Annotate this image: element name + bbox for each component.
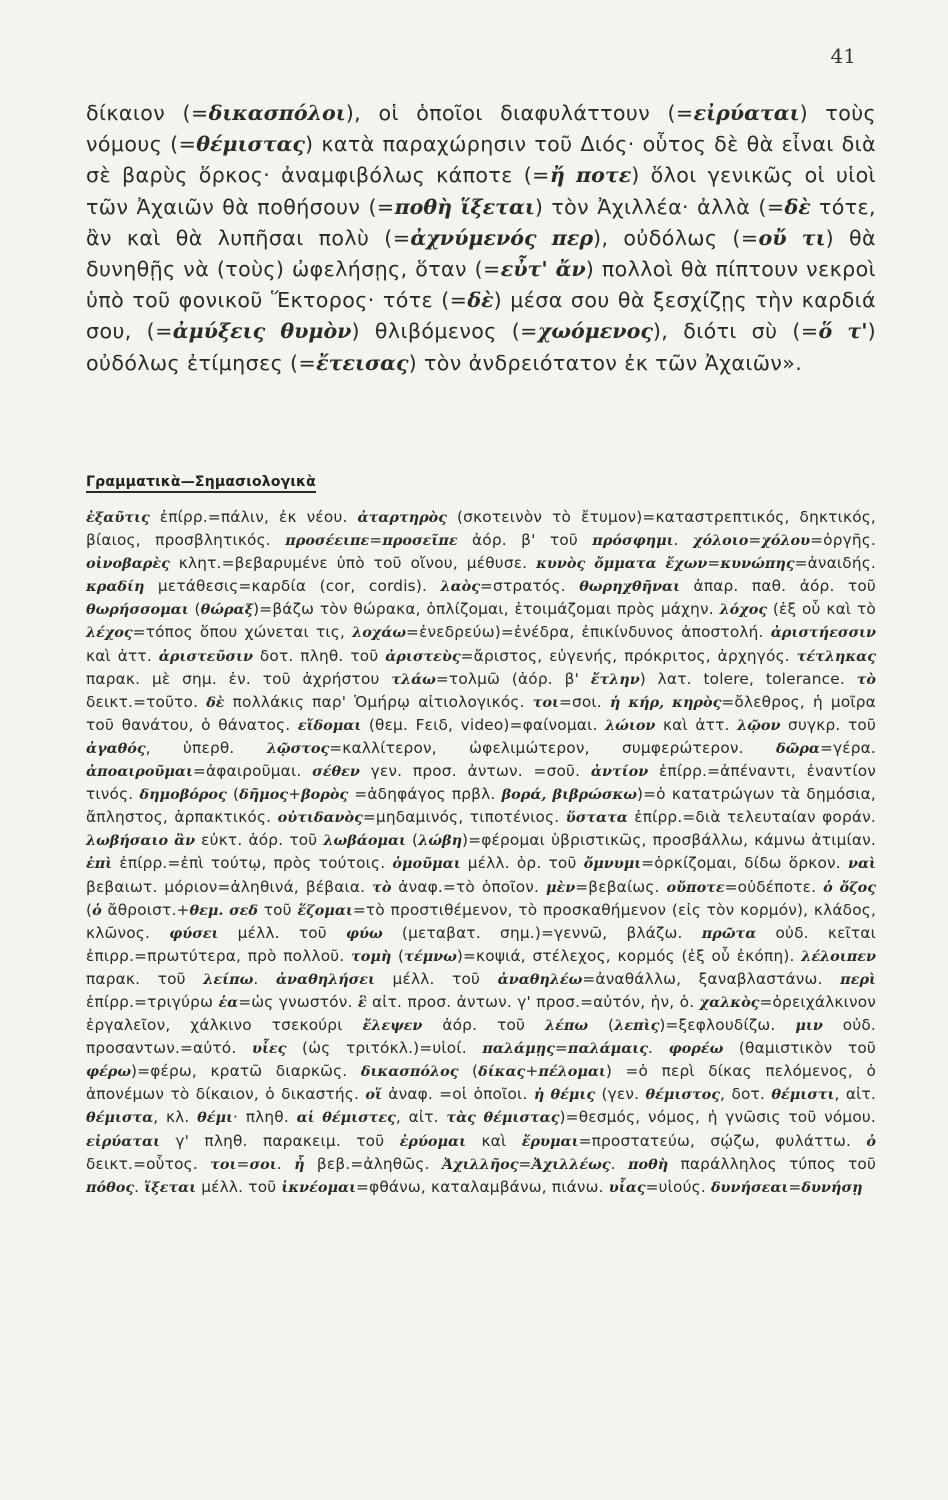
headword: ὁ ὄζος	[823, 878, 876, 896]
headword: λόχος	[719, 601, 768, 619]
headword: λωβήσαιο ἂν	[86, 832, 196, 850]
headword: σοι	[249, 1155, 277, 1173]
headword: θωρήσσομαι	[86, 601, 189, 619]
headword: ἦ	[294, 1155, 305, 1173]
headword: ἔρυμαι	[521, 1132, 579, 1150]
headword: ποθὴ ἵξεται	[394, 194, 535, 219]
headword: ἱκνέομαι	[281, 1178, 357, 1196]
headword: μὲν	[545, 878, 576, 896]
headword: φορέω	[668, 1040, 724, 1058]
headword: λέπω	[545, 1017, 589, 1035]
headword: τέμνω	[404, 947, 457, 965]
headword: χωόμενος	[537, 319, 653, 344]
headword: ἑα	[218, 993, 239, 1011]
headword: λέλοιπεν	[801, 947, 876, 965]
headword: δῆμος	[239, 786, 289, 804]
headword: εἰρύαται	[693, 101, 800, 125]
headword: τοι	[532, 693, 559, 711]
headword: θεμ. σεδ	[189, 901, 259, 919]
headword: ἡ κήρ, κηρὸς	[609, 693, 722, 711]
headword: τέτληκας	[796, 647, 876, 665]
headword: οὔποτε	[666, 878, 725, 896]
headword: φέρω	[86, 1063, 132, 1081]
headword: τομὴ	[351, 947, 392, 965]
headword: ἐπὶ	[86, 855, 113, 873]
headword: θέμιστος	[645, 1086, 721, 1104]
headword: λαὸς	[440, 578, 481, 596]
headword: ποθὴ	[627, 1155, 669, 1173]
headword: ἓ	[357, 993, 367, 1011]
headword: ἐρύομαι	[399, 1132, 467, 1150]
headword: ἕζομαι	[297, 901, 353, 919]
headword: χόλου	[761, 532, 811, 550]
headword: χαλκὸς	[699, 993, 760, 1011]
page-number: 41	[830, 44, 856, 68]
headword: κυνὸς ὄμματα ἔχων	[536, 555, 708, 573]
headword: προσέειπε	[285, 532, 370, 550]
headword: ἔτεισας	[316, 350, 409, 375]
headword: θέμιστας	[196, 132, 305, 157]
headword: λώβη	[418, 832, 463, 850]
headword: εὖτ' ἄν	[500, 257, 586, 282]
headword: Ἀχιλλέως	[531, 1155, 611, 1173]
headword: οἰνοβαρὲς	[86, 555, 170, 573]
headword: λείπω	[203, 970, 254, 988]
headword: φύσει	[169, 924, 219, 942]
headword: μιν	[795, 1017, 823, 1035]
headword: περὶ	[840, 970, 876, 988]
headword: δὲ	[206, 693, 225, 711]
headword: Ἀχιλλῆος	[441, 1155, 519, 1173]
headword: θώραξ	[200, 601, 254, 619]
headword: ὀμοῦμαι	[392, 855, 461, 873]
headword: λεπὶς	[614, 1017, 660, 1035]
headword: ἔλεψεν	[362, 1017, 423, 1035]
headword: πέλομαι	[538, 1063, 606, 1081]
headword: δῶρα	[776, 739, 820, 757]
headword: ὅ τ'	[818, 319, 868, 344]
headword: παλάμῃς	[482, 1040, 555, 1058]
headword: χόλοιο	[693, 532, 749, 550]
headword: ἵξεται	[144, 1178, 197, 1196]
main-text: δίκαιον (=δικασπόλοι), οἱ ὁποῖοι διαφυλάττουν (=εἰρύαται) τοὺς νόμους (=θέμιστας) κατὰ παραχώρησιν τοῦ Διός· οὗτος δὲ θὰ εἶναι διὰ σὲ βαρὺς ὅρκος· ἀναμφιβόλως κάποτε (=ἤ ποτε) ὅλοι γενικῶς οἱ υἱοὶ τῶν Ἀχαιῶν θὰ ποθήσουν (=ποθὴ ἵξεται) τὸν Ἀχιλλέα· ἀλλὰ (=δὲ τότε, ἂν καὶ θὰ λυπῆσαι πολὺ (=ἀχνύμενός περ), οὐδόλως (=οὔ τι) θὰ δυνηθῇς νὰ (τοὺς) ὠφελήσῃς, ὅταν (=εὖτ' ἄν) πολλοὶ θὰ πίπτουν νεκροὶ ὑπὸ τοῦ φονικοῦ Ἕκτορος· τότε (=δὲ) μέσα σου θὰ ξεσχίζῃς τὴν καρδιά σου, (=ἀμύξεις θυμὸν) θλιβόμενος (=χωόμενος), διότι σὺ (=ὅ τ') οὐδόλως ἐτίμησες (=ἔτεισας) τὸν ἀνδρειότατον ἐκ τῶν Ἀχαιῶν».	[86, 101, 877, 375]
headword: ἡ θέμις	[533, 1086, 596, 1104]
headword: ἀριστεῦσιν	[158, 647, 253, 665]
headword: ἀντίον	[590, 763, 649, 781]
headword: ἀταρτηρὸς	[357, 509, 448, 526]
headword: θέμι	[197, 1109, 233, 1127]
headword: δὲ	[467, 288, 494, 313]
section-heading: Γραμματικὰ—Σημασιολογικὰ	[86, 474, 316, 493]
headword: υἷες	[251, 1040, 287, 1058]
headword: οἵ	[365, 1086, 382, 1104]
headword: λοχάω	[352, 624, 407, 642]
headword: λῷον	[737, 716, 781, 734]
headword: λῷστος	[266, 739, 330, 757]
headword: κραδίη	[86, 578, 145, 596]
headword: δυνήσεαι	[710, 1178, 789, 1196]
headword: ἀμύξεις θυμὸν	[172, 319, 352, 344]
headword: ἤ ποτε	[549, 163, 632, 188]
headword: κυνώπης	[720, 555, 795, 573]
headword: ὁ	[92, 901, 102, 919]
headword: εἰρύαται	[86, 1132, 161, 1150]
headword: υἷας	[608, 1178, 646, 1196]
headword: εἴδομαι	[297, 716, 362, 734]
headword: σέθεν	[312, 763, 360, 781]
headword: ἀριστήεσσιν	[770, 624, 876, 642]
headword: δημοβόρος	[139, 786, 227, 804]
headword: δικασπόλος	[360, 1063, 459, 1081]
headword: ὁ	[866, 1132, 876, 1150]
headword: τὰς θέμιστας	[446, 1109, 560, 1127]
headword: δυνήσῃ	[801, 1178, 863, 1196]
headword: τὸ	[372, 878, 392, 896]
headword: τλάω	[391, 670, 436, 688]
headword: τὸ	[856, 670, 876, 688]
headword: πόθος	[86, 1178, 135, 1196]
headword: θέμιστα	[86, 1109, 154, 1127]
headword: λωβάομαι	[323, 832, 406, 850]
headword: ἔτλην	[590, 670, 640, 688]
headword: λέχος	[86, 624, 133, 642]
headword: βορὸς	[301, 786, 349, 804]
headword: οὔ τι	[758, 225, 826, 250]
headword: ὕστατα	[565, 809, 628, 827]
headword: ἀγαθός	[86, 739, 146, 757]
headword: δὲ	[784, 194, 811, 219]
headword: αἱ θέμιστες	[296, 1109, 396, 1127]
headword: παλάμαις	[567, 1040, 649, 1058]
headword: βορά, βιβρώσκω	[501, 786, 637, 804]
headword: ἀναθηλήσει	[275, 970, 376, 988]
headword: πρῶτα	[701, 924, 757, 942]
headword: δικασπόλοι	[208, 101, 346, 125]
headword: ἀναθηλέω	[497, 970, 583, 988]
headword: πρόσφημι	[592, 532, 674, 550]
headword: ἀριστεὺς	[385, 647, 461, 665]
headword: ὄμνυμι	[583, 855, 642, 873]
headword: ἀχνύμενός περ	[410, 225, 594, 250]
headword: λώιον	[605, 716, 656, 734]
notes-text: ἐξαῦτις ἐπίρρ.=πάλιν, ἐκ νέου. ἀταρτηρὸς (σκοτεινὸν τὸ ἔτυμον)=καταστρεπτικός, δηκτικός, βίαιος, προσβλητικός. προσέειπε=προσεῖπε ἀόρ. β' τοῦ πρόσφημι. χόλοιο=χόλου=ὀργῆς. οἰνοβαρὲς κλητ.=βεβαρυμένε ὑπὸ τοῦ οἴνου, μέθυσε. κυνὸς ὄμματα ἔχων=κυνώπης=ἀναιδής. κραδίη μετάθεσις=καρδία (cor, cordis). λαὸς=στρατός. θωρηχθῆναι ἀπαρ. παθ. ἀόρ. τοῦ θωρήσσομαι (θώραξ)=βάζω τὸν θώρακα, ὁπλίζομαι, ἑτοιμάζομαι πρὸς μάχην. λόχος (ἐξ οὗ καὶ τὸ λέχος=τόπος ὅπου χώνεται τις, λοχάω=ἐνεδρεύω)=ἐνέδρα, ἐπικίνδυνος ἀποστολή. ἀριστήεσσιν καὶ ἀττ. ἀριστεῦσιν δοτ. πληθ. τοῦ ἀριστεὺς=ἄριστος, εὐγενής, πρόκριτος, ἀρχηγός. τέτληκας παρακ. μὲ σημ. ἐν. τοῦ ἀχρήστου τλάω=τολμῶ (ἀόρ. β' ἔτλην) λατ. tolere, tolerance. τὸ δεικτ.=τοῦτο. δὲ πολλάκις παρ' Ὁμήρῳ αἰτιολογικός. τοι=σοι. ἡ κήρ, κηρὸς=ὄλεθρος, ἡ μοῖρα τοῦ θανάτου, ὁ θάνατος. εἴδομαι (θεμ. Fειδ, video)=φαίνομαι. λώιον καὶ ἀττ. λῷον συγκρ. τοῦ ἀγαθός, ὑπερθ. λῷστος=καλλίτερον, ὠφελιμώτερον, συμφερώτερον. δῶρα=γέρα. ἀποαιροῦμαι=ἀφαιροῦμαι. σέθεν γεν. προσ. ἀντων. =σοῦ. ἀντίον ἐπίρρ.=ἀπέναντι, ἐναντίον τινός. δημοβόρος (δῆμος+βορὸς =ἀδηφάγος πρβλ. βορά, βιβρώσκω)=ὁ κατατρώγων τὰ δημόσια, ἄπληστος, ἁρπακτικός. οὐτιδανὸς=μηδαμινός, τιποτένιος. ὕστατα ἐπίρρ.=διὰ τελευταίαν φοράν. λωβήσαιο ἂν εὐκτ. ἀόρ. τοῦ λωβάομαι (λώβη)=φέρομαι ὑβριστικῶς, προσβάλλω, κάμνω ἀτιμίαν. ἐπὶ ἐπίρρ.=ἐπὶ τούτῳ, πρὸς τούτοις. ὀμοῦμαι μέλλ. ὁρ. τοῦ ὄμνυμι=ὁρκίζομαι, δίδω ὅρκον. ναὶ βεβαιωτ. μόριον=ἀληθινά, βέβαια. τὸ ἀναφ.=τὸ ὁποῖον. μὲν=βεβαίως. οὔποτε=οὐδέποτε. ὁ ὄζος (ὁ ἄθροιστ.+θεμ. σεδ τοῦ ἕζομαι=τὸ προστιθέμενον, τὸ προσκαθήμενον (εἰς τὸν κορμόν), κλάδος, κλῶνος. φύσει μέλλ. τοῦ φύω (μεταβατ. σημ.)=γεννῶ, βλάζω. πρῶτα οὐδ. κεῖται ἐπιρρ.=πρωτύτερα, πρὸ πολλοῦ. τομὴ (τέμνω)=κοψιά, στέλεχος, κορμός (ἐξ οὗ ἐκόπη). λέλοιπεν παρακ. τοῦ λείπω. ἀναθηλήσει μέλλ. τοῦ ἀναθηλέω=ἀναθάλλω, ξαναβλαστάνω. περὶ ἐπίρρ.=τριγύρω ἑα=ὡς γνωστόν. ἓ αἰτ. προσ. ἀντων. γ' προσ.=αὐτόν, ἡν, ὁ. χαλκὸς=ὀρειχάλκινον ἐργαλεῖον, χάλκινο τσεκούρι ἔλεψεν ἀόρ. τοῦ λέπω (λεπὶς)=ξεφλουδίζω. μιν οὐδ. προσαντων.=αὐτό. υἷες (ὡς τριτόκλ.)=υἱοί. παλάμῃς=παλάμαις. φορέω (θαμιστικὸν τοῦ φέρω)=φέρω, κρατῶ διαρκῶς. δικασπόλος (δίκας+πέλομαι) =ὁ περὶ δίκας πελόμενος, ὁ ἀπονέμων τὸ δίκαιον, ὁ δικαστής. οἵ ἀναφ. =οἱ ὁποῖοι. ἡ θέμις (γεν. θέμιστος, δοτ. θέμιστι, αἰτ. θέμιστα, κλ. θέμι· πληθ. αἱ θέμιστες, αἰτ. τὰς θέμιστας)=θεσμός, νόμος, ἡ γνῶσις τοῦ νόμου. εἰρύαται γ' πληθ. παρακειμ. τοῦ ἐρύομαι καὶ ἔρυμαι=προστατεύω, σῴζω, φυλάττω. ὁ δεικτ.=οὗτος. τοι=σοι. ἦ βεβ.=ἀληθῶς. Ἀχιλλῆος=Ἀχιλλέως. ποθὴ παράλληλος τύπος τοῦ πόθος. ἵξεται μέλλ. τοῦ ἱκνέομαι=φθάνω, καταλαμβάνω, πιάνω. υἷας=υἱούς. δυνήσεαι=δυνήσῃ	[86, 508, 877, 1196]
headword: οὐτιδανὸς	[277, 809, 363, 827]
headword: ναὶ	[847, 855, 876, 873]
headword: προσεῖπε	[382, 532, 458, 550]
headword: δίκας	[478, 1063, 526, 1081]
headword: ἀποαιροῦμαι	[86, 763, 193, 781]
headword: θέμιστι	[771, 1086, 835, 1104]
headword: φύω	[346, 924, 383, 942]
headword: τοι	[210, 1155, 237, 1173]
headword: ἐξαῦτις	[86, 509, 150, 526]
headword: θωρηχθῆναι	[579, 578, 681, 596]
